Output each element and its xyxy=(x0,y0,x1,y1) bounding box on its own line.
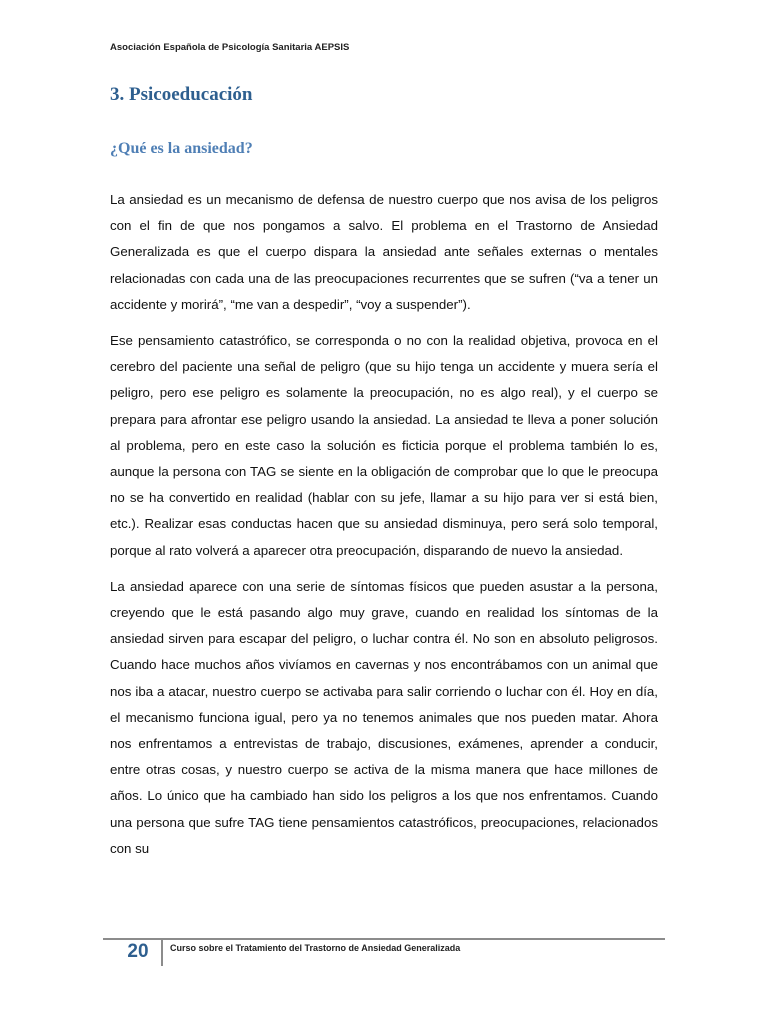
paragraph-2: Ese pensamiento catastrófico, se corresponda o no con la realidad objetiva, provoca en el cerebro del paciente una señal de peligro (que su hijo tenga un accidente y muera sería el peligro, pero ese peligro es solamente la preocupación, no es algo real), y el cuerpo se prepara para afrontar ese peligro usando la ansiedad. La ansiedad te lleva a poner solución al problema, pero en este caso la solución es ficticia porque el problema también lo es, aunque la persona con TAG se siente en la obligación de comprobar que lo que le preocupa no se ha convertido en realidad (hablar con su jefe, llamar a su hijo para ver si está bien, etc.). Realizar esas conductas hacen que su ansiedad disminuya, pero será solo temporal, porque al rato volverá a aparecer otra preocupación, disparando de nuevo la ansiedad. xyxy=(110,333,658,558)
footer-title: Curso sobre el Tratamiento del Trastorno de Ansiedad Generalizada xyxy=(170,943,461,953)
section-title: 3. Psicoeducación xyxy=(110,84,253,105)
page-number: 20 xyxy=(127,941,149,962)
footer-separator xyxy=(161,940,163,966)
footer-rule xyxy=(103,938,665,940)
subsection-title: ¿Qué es la ansiedad? xyxy=(110,140,253,157)
paragraph-1: La ansiedad es un mecanismo de defensa de nuestro cuerpo que nos avisa de los peligros con el fin de que nos pongamos a salvo. El problema en el Trastorno de Ansiedad Generalizada es que el cuerpo dispara la ansiedad ante señales externas o mentales relacionadas con cada una de las preocupaciones recurrentes que se sufren (“va a tener un accidente y morirá”, “me van a despedir”, “voy a suspender”). xyxy=(110,192,658,312)
paragraph-3: La ansiedad aparece con una serie de síntomas físicos que pueden asustar a la persona, creyendo que le está pasando algo muy grave, cuando en realidad los síntomas de la ansiedad sirven para escapar del peligro, o luchar contra él. No son en absoluto peligrosos. Cuando hace muchos años vivíamos en cavernas y nos encontrábamos con un animal que nos iba a atacar, nuestro cuerpo se activaba para salir corriendo o luchar con él. Hoy en día, el mecanismo funciona igual, pero ya no tenemos animales que nos pueden matar. Ahora nos enfrentamos a entrevistas de trabajo, discusiones, exámenes, aprender a conducir, entre otras cosas, y nuestro cuerpo se activa de la misma manera que hace millones de años. Lo único que ha cambiado han sido los peligros a los que nos enfrentamos. Cuando una persona que sufre TAG tiene pensamientos catastróficos, preocupaciones, relacionados con su xyxy=(110,578,658,856)
body-text xyxy=(110,187,658,872)
running-header: Asociación Española de Psicología Sanitaria AEPSIS xyxy=(110,42,350,53)
